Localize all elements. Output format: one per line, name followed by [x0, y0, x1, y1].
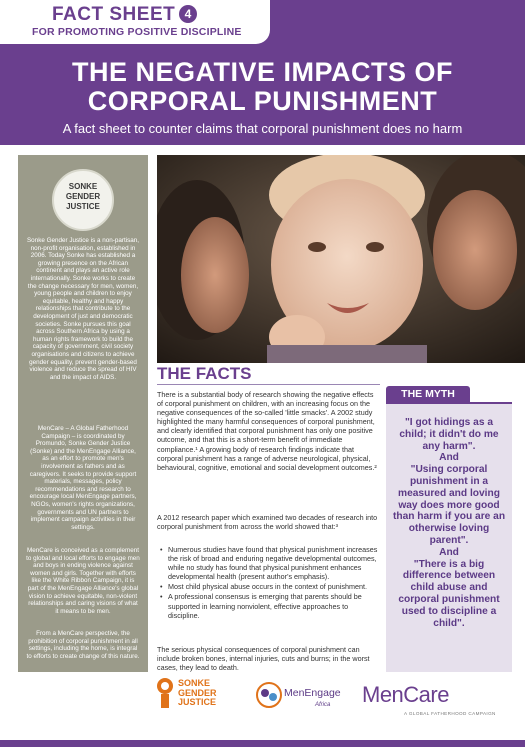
- sonke-footer-line1: SONKE: [178, 678, 211, 688]
- logo-line1: SONKE: [68, 182, 98, 191]
- menengage-africa-text: Africa: [315, 702, 331, 708]
- facts-para3: The serious physical consequences of corporal punishment can include broken bones, internal injuries, cuts and burns; in the worst cases, they lead to death.: [157, 645, 370, 673]
- mencare-men: Men: [362, 682, 404, 707]
- family-photo-image: [157, 155, 525, 363]
- page-title-line2: CORPORAL PUNISHMENT: [87, 86, 438, 116]
- sidebar-para-sonke: Sonke Gender Justice is a non-partisan, non-profit organisation, established in 2006. Today Sonke has established a growing presence on the African continent and plays an active role internationally. Sonke works to create the change necessary for men, women, young people and children to enjoy equitable, healthy and happy relationships that contribute to the development of just and democratic societies. Sonke pursues this goal across Southern Africa by using a human rights framework to build the capacity of government, civil society organisations and citizens to achieve gender equality, prevent gender-based violence and reduce the spread of HIV and the impact of AIDS.: [26, 237, 139, 381]
- facts-para1: There is a substantial body of research showing the negative effects of corporal punishment on children, with an increasing focus on the negative consequences of the so-called 'little smacks'. A 2002 study highlighted the many harmful consequences of corporal punishment, and clearly identified that corporal punishment has only one positive outcome, and that this is a short-term benefit of immediate compliance.¹ A growing body of research findings indicate that corporal punishment has a range of adverse neurological, physical, behavioural, cognitive, emotional and social development outcomes.²: [157, 390, 377, 472]
- page-tagline: A fact sheet to counter claims that corporal punishment does no harm: [62, 121, 463, 136]
- logo-line3: JUSTICE: [66, 202, 100, 211]
- facts-heading: THE FACTS: [157, 364, 252, 383]
- sidebar-para-complement: MenCare is conceived as a complement to global and local efforts to engage men and boys in ending violence against women and girls. Together with efforts like the White Ribbon Campaign, it is part of the MenEngage Alliance's global vision to achieve equitable, non-violent relationships and caring visions of what it means to be men.: [26, 547, 140, 615]
- sonke-footer-line2: GENDER: [178, 687, 217, 698]
- facts-bullet-list: [160, 545, 380, 621]
- fact-sheet-tab: [0, 0, 270, 44]
- menengage-globe-icon: [254, 680, 284, 710]
- fact-sheet-label: [52, 4, 197, 26]
- facts-divider: [157, 384, 380, 385]
- myth-label: THE MYTH: [386, 386, 470, 402]
- header-banner: [0, 0, 525, 145]
- fact-sheet-text: FACT SHEET: [52, 4, 176, 25]
- myth-and2: And: [439, 546, 459, 558]
- myth-quote3: "There is a big difference between child abuse and corporal punishment used to discipline a child".: [398, 558, 500, 629]
- sonke-gender-justice-logo: [52, 169, 114, 231]
- facts-bullet: • A professional consensus is emerging that parents should be supported in learning nonviolent, effective approaches to discipline.: [160, 592, 380, 619]
- myth-box: [386, 402, 512, 674]
- facts-para2: A 2012 research paper which examined two decades of research into corporal punishment from across the world showed that:³: [157, 513, 378, 532]
- sonke-emblem-icon: [152, 676, 178, 712]
- mencare-logo: [362, 682, 449, 708]
- sonke-footer-text: [178, 679, 238, 708]
- myth-quote2: "Using corporal punishment in a measured and loving way does more good than harm if you are an otherwise loving parent".: [392, 464, 506, 546]
- sonke-footer-line3: JUSTICE: [178, 697, 217, 707]
- menengage-logo: [254, 680, 354, 720]
- family-photo: [157, 155, 525, 363]
- myth-text: [390, 417, 508, 629]
- facts-bullet: • Most child physical abuse occurs in the context of punishment.: [160, 582, 380, 591]
- menengage-text: MenEngage: [284, 687, 341, 699]
- myth-quote1: "I got hidings as a child; it didn't do me any harm".: [399, 417, 499, 452]
- sidebar-para-mencare: MenCare – A Global Fatherhood Campaign – is coordinated by Promundo, Sonke Gender Justice (Sonke) and the MenEngage Alliance, as an effort to promote men's involvement as fathers and as caregivers. It seeks to provide support materials, messages, policy recommendations and research to encourage local MenEngage partners, NGOs, women's rights organizations, governments and UN partners to implement campaign activities in their settings.: [29, 425, 137, 531]
- mencare-care: Care: [403, 682, 449, 707]
- mencare-tagline: A GLOBAL FATHERHOOD CAMPAIGN: [404, 711, 496, 716]
- myth-and1: And: [439, 452, 459, 464]
- sidebar: [18, 155, 148, 715]
- footer-purple-bar: [0, 740, 525, 747]
- fact-sheet-number: 4: [179, 5, 197, 23]
- logo-line2: GENDER: [65, 192, 101, 201]
- sidebar-para-perspective: From a MenCare perspective, the prohibition of corporal punishment in all settings, including the home, is integral to efforts to create change of this nature.: [26, 630, 140, 660]
- fact-sheet-subtitle: FOR PROMOTING POSITIVE DISCIPLINE: [32, 26, 242, 38]
- page-title-line1: THE NEGATIVE IMPACTS OF: [71, 57, 453, 87]
- facts-bullet: • Numerous studies have found that physical punishment increases the risk of broad and enduring negative developmental outcomes, while no study has found that physical punishment enhances developmental health (present author's emphasis).: [160, 545, 380, 581]
